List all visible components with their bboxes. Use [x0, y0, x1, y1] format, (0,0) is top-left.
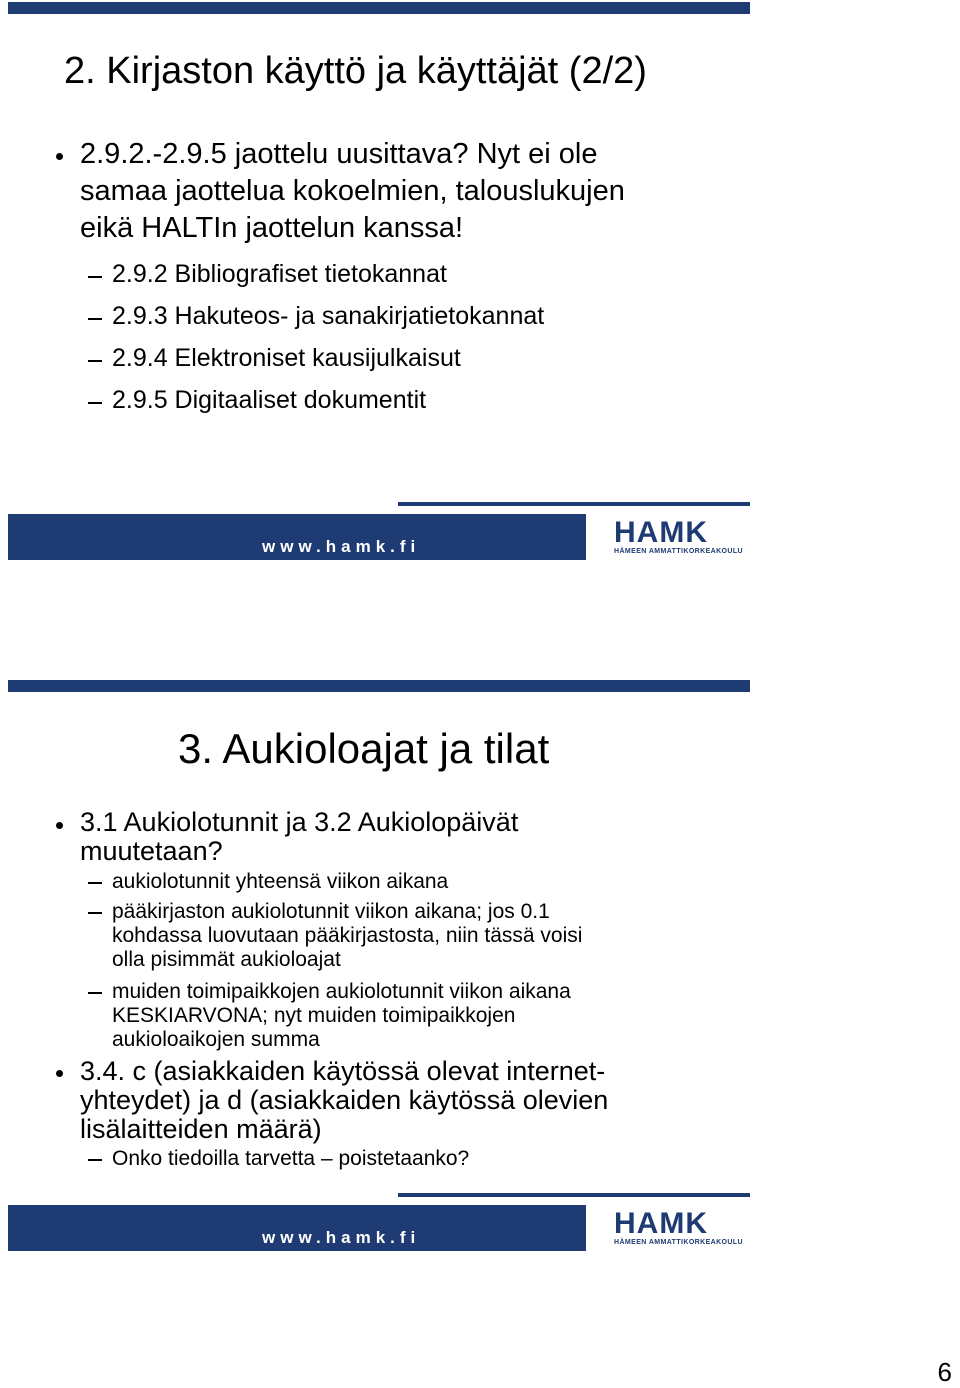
logo-subtitle: HÄMEEN AMMATTIKORKEAKOULU	[614, 548, 743, 555]
slide2-footer	[8, 1193, 750, 1251]
slide2-top-bar	[8, 680, 750, 692]
slide2-subitem: muiden toimipaikkojen aukiolotunnit viikon aikana KESKIARVONA; nyt muiden toimipaikkojen aukioloaikojen summa	[112, 980, 571, 1051]
dash-marker	[88, 402, 102, 404]
slide1-title: 2. Kirjaston käyttö ja käyttäjät (2/2)	[64, 50, 647, 92]
bullet-dot	[56, 153, 63, 160]
slide1-subitem: 2.9.3 Hakuteos- ja sanakirjatietokannat	[112, 302, 545, 330]
slide2-bullet1: 3.1 Aukiolotunnit ja 3.2 Aukiolopäivät muutetaan?	[80, 807, 519, 866]
footer-url: www.hamk.fi	[262, 1228, 421, 1247]
logo-subtitle: HÄMEEN AMMATTIKORKEAKOULU	[614, 1239, 743, 1246]
footer-line	[398, 1193, 750, 1197]
bullet-dot	[56, 1070, 63, 1077]
slide1-subitem: 2.9.4 Elektroniset kausijulkaisut	[112, 344, 461, 372]
hamk-logo	[586, 514, 750, 560]
slide2-bullet2: 3.4. c (asiakkaiden käytössä olevat internet- yhteydet) ja d (asiakkaiden käytössä olevien lisälaitteiden määrä)	[80, 1056, 609, 1144]
logo-name: HAMK	[614, 1207, 708, 1240]
page-number: 6	[937, 1357, 952, 1387]
footer-line	[398, 502, 750, 506]
dash-marker	[88, 318, 102, 320]
dash-marker	[88, 882, 102, 884]
slide1-subitem: 2.9.5 Digitaaliset dokumentit	[112, 386, 427, 414]
slide1-bullet: 2.9.2.-2.9.5 jaottelu uusittava? Nyt ei ole samaa jaottelua kokoelmien, talouslukujen eikä HALTIn jaottelun kanssa!	[80, 138, 625, 244]
slide2-subitem: aukiolotunnit yhteensä viikon aikana	[112, 870, 449, 893]
dash-marker	[88, 360, 102, 362]
bullet-dot	[56, 822, 63, 829]
slide1-top-bar	[8, 2, 750, 14]
footer-url: www.hamk.fi	[262, 537, 421, 556]
slide1-footer	[8, 502, 750, 560]
dash-marker	[88, 912, 102, 914]
slide2-subitem: pääkirjaston aukiolotunnit viikon aikana; jos 0.1 kohdassa luovutaan pääkirjastosta, niin tässä voisi olla pisimmät aukioloajat	[112, 900, 583, 971]
slide2-title: 3. Aukioloajat ja tilat	[178, 725, 550, 772]
slide2-subitem: Onko tiedoilla tarvetta – poistetaanko?	[112, 1147, 470, 1170]
logo-name: HAMK	[614, 516, 708, 549]
dash-marker	[88, 276, 102, 278]
dash-marker	[88, 992, 102, 994]
slide1-subitem: 2.9.2 Bibliografiset tietokannat	[112, 260, 447, 288]
dash-marker	[88, 1159, 102, 1161]
hamk-logo	[586, 1205, 750, 1251]
